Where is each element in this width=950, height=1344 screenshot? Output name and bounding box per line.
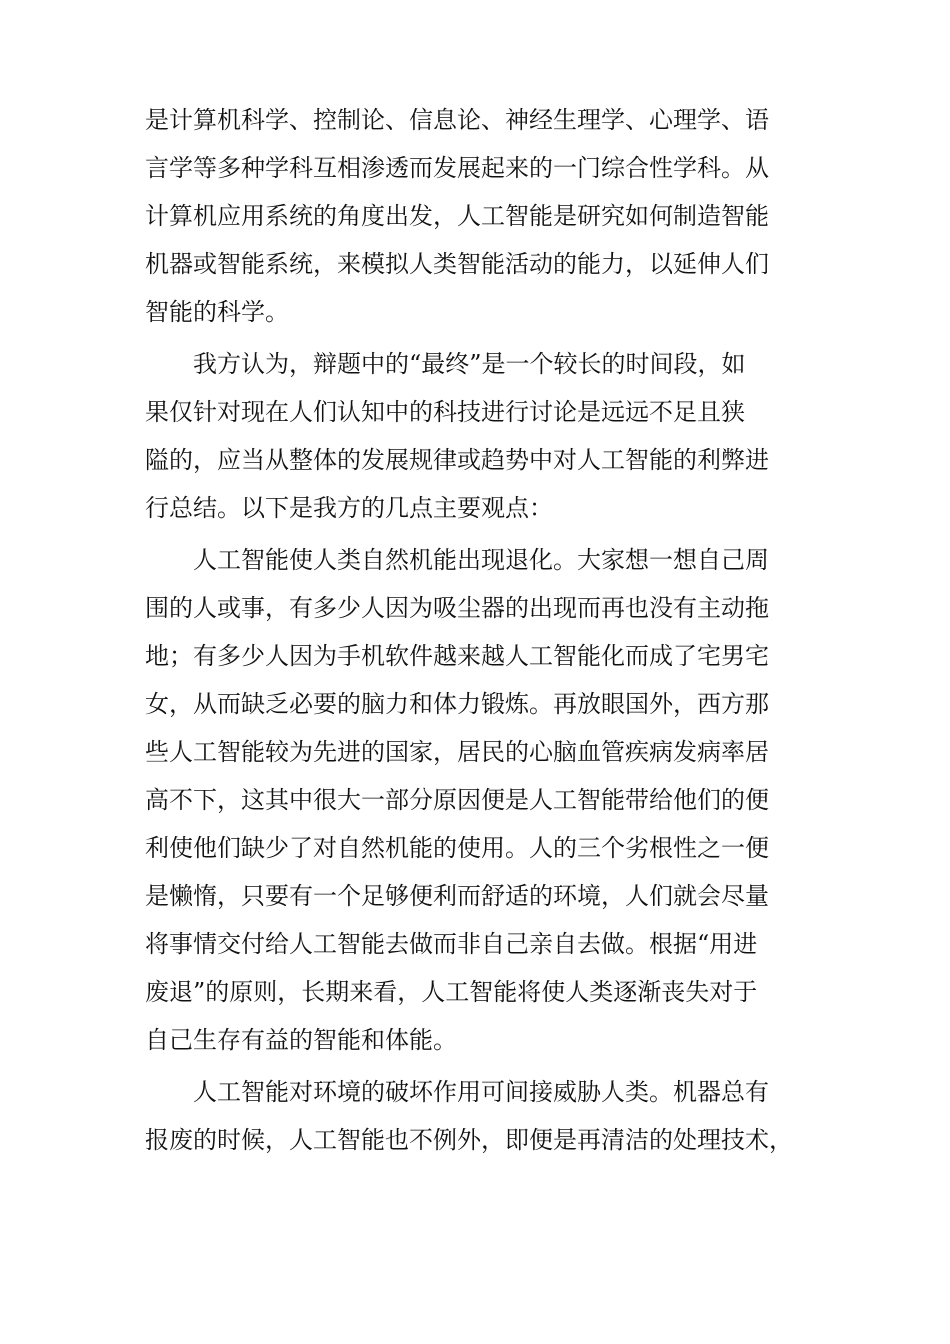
text-line: 机器或智能系统，来模拟人类智能活动的能力，以延伸人们 xyxy=(145,250,769,278)
text-line: 行总结。以下是我方的几点主要观点： xyxy=(145,494,553,522)
text-line: 人工智能使人类自然机能出现退化。大家想一想自己周 xyxy=(145,546,769,574)
text-line: 计算机应用系统的角度出发，人工智能是研究如何制造智能 xyxy=(145,202,769,230)
document-body xyxy=(145,96,807,1164)
text-line: 利使他们缺少了对自然机能的使用。人的三个劣根性之一便 xyxy=(145,834,769,862)
paragraph-4 xyxy=(145,1068,807,1164)
text-line: 废退”的原则，长期来看，人工智能将使人类逐渐丧失对于 xyxy=(145,978,758,1006)
paragraph-2 xyxy=(145,340,807,532)
text-line: 高不下，这其中很大一部分原因便是人工智能带给他们的便 xyxy=(145,786,769,814)
text-line: 报废的时候，人工智能也不例外，即便是再清洁的处理技术， xyxy=(145,1126,793,1154)
text-line: 言学等多种学科互相渗透而发展起来的一门综合性学科。从 xyxy=(145,154,769,182)
text-line: 将事情交付给人工智能去做而非自己亲自去做。根据“用进 xyxy=(145,930,758,958)
text-line: 果仅针对现在人们认知中的科技进行讨论是远远不足且狭 xyxy=(145,398,745,426)
text-line: 女，从而缺乏必要的脑力和体力锻炼。再放眼国外，西方那 xyxy=(145,690,769,718)
paragraph-1 xyxy=(145,96,807,336)
text-line: 智能的科学。 xyxy=(145,298,289,326)
text-line: 些人工智能较为先进的国家，居民的心脑血管疾病发病率居 xyxy=(145,738,769,766)
text-line: 是计算机科学、控制论、信息论、神经生理学、心理学、语 xyxy=(145,106,769,134)
text-line: 人工智能对环境的破坏作用可间接威胁人类。机器总有 xyxy=(145,1078,769,1106)
text-line: 隘的，应当从整体的发展规律或趋势中对人工智能的利弊进 xyxy=(145,446,769,474)
text-line: 地；有多少人因为手机软件越来越人工智能化而成了宅男宅 xyxy=(145,642,769,670)
paragraph-3 xyxy=(145,536,807,1064)
text-line: 是懒惰，只要有一个足够便利而舒适的环境，人们就会尽量 xyxy=(145,882,769,910)
text-line: 围的人或事，有多少人因为吸尘器的出现而再也没有主动拖 xyxy=(145,594,769,622)
text-line: 我方认为，辩题中的“最终”是一个较长的时间段，如 xyxy=(145,350,746,378)
text-line: 自己生存有益的智能和体能。 xyxy=(145,1026,457,1054)
